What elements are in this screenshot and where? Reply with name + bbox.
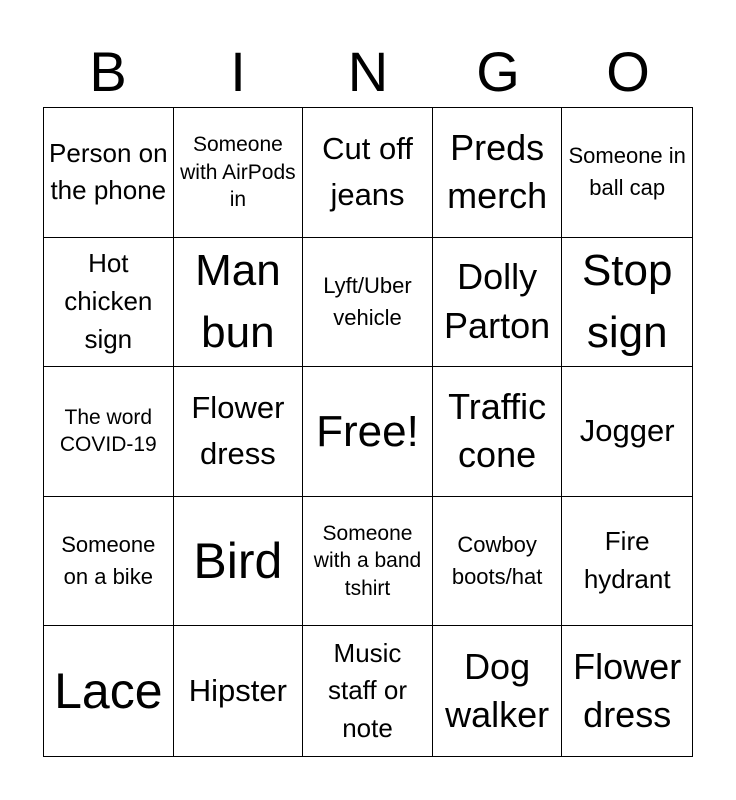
bingo-cell-o3[interactable] xyxy=(562,367,692,497)
cell-label: Someone on a bike xyxy=(61,532,156,590)
bingo-cell-o1[interactable] xyxy=(562,108,692,238)
cell-label: Preds merch xyxy=(447,126,548,217)
cell-label: Dolly Parton xyxy=(444,256,551,346)
cell-label: Bird xyxy=(193,532,283,589)
cell-label: Traffic cone xyxy=(448,385,547,476)
bingo-cell-b4[interactable] xyxy=(44,497,174,627)
bingo-cell-n5[interactable] xyxy=(303,626,433,756)
bingo-cell-o2[interactable] xyxy=(562,238,692,368)
bingo-cell-i2[interactable] xyxy=(174,238,304,368)
bingo-header xyxy=(43,36,693,108)
header-letter-i: I xyxy=(230,40,246,103)
bingo-cell-n1[interactable] xyxy=(303,108,433,238)
cell-label: Flower dress xyxy=(191,389,285,472)
cell-label: Someone with AirPods in xyxy=(180,133,296,211)
bingo-cell-n2[interactable] xyxy=(303,238,433,368)
header-letter-n: N xyxy=(347,40,389,103)
cell-label: Lace xyxy=(54,662,163,719)
cell-label: Jogger xyxy=(579,413,675,449)
cell-label: Music staff or note xyxy=(327,637,407,744)
header-letter-o: O xyxy=(606,40,650,103)
free-space-label: Free! xyxy=(316,406,419,456)
bingo-cell-o5[interactable] xyxy=(562,626,692,756)
cell-label: Stop sign xyxy=(581,246,673,357)
cell-label: Someone with a band tshirt xyxy=(313,522,422,600)
bingo-cell-g4[interactable] xyxy=(433,497,563,627)
cell-label: Cowboy boots/hat xyxy=(451,532,543,590)
cell-label: Cut off jeans xyxy=(322,130,413,213)
bingo-cell-n3-free[interactable] xyxy=(303,367,433,497)
cell-label: Flower dress xyxy=(573,645,682,736)
cell-label: Dog walker xyxy=(445,645,550,736)
cell-label: Someone in ball cap xyxy=(568,143,686,201)
bingo-cell-n4[interactable] xyxy=(303,497,433,627)
cell-label: Fire hydrant xyxy=(583,526,671,595)
cell-label: Person on the phone xyxy=(49,137,168,206)
bingo-cell-i1[interactable] xyxy=(174,108,304,238)
cell-label: Hipster xyxy=(188,672,287,708)
bingo-cell-o4[interactable] xyxy=(562,497,692,627)
bingo-cell-i3[interactable] xyxy=(174,367,304,497)
bingo-cell-b1[interactable] xyxy=(44,108,174,238)
bingo-cell-b5[interactable] xyxy=(44,626,174,756)
bingo-cell-b3[interactable] xyxy=(44,367,174,497)
cell-label: The word COVID-19 xyxy=(59,406,157,457)
bingo-cell-g2[interactable] xyxy=(433,238,563,368)
bingo-cell-g1[interactable] xyxy=(433,108,563,238)
cell-label: Man bun xyxy=(195,246,281,357)
bingo-cell-i5[interactable] xyxy=(174,626,304,756)
header-letter-g: G xyxy=(476,40,520,103)
bingo-cell-g3[interactable] xyxy=(433,367,563,497)
bingo-cell-i4[interactable] xyxy=(174,497,304,627)
bingo-board xyxy=(43,107,693,757)
bingo-cell-g5[interactable] xyxy=(433,626,563,756)
cell-label: Hot chicken sign xyxy=(64,248,153,354)
bingo-cell-b2[interactable] xyxy=(44,238,174,368)
cell-label: Lyft/Uber vehicle xyxy=(323,273,412,330)
header-letter-b: B xyxy=(89,40,127,103)
